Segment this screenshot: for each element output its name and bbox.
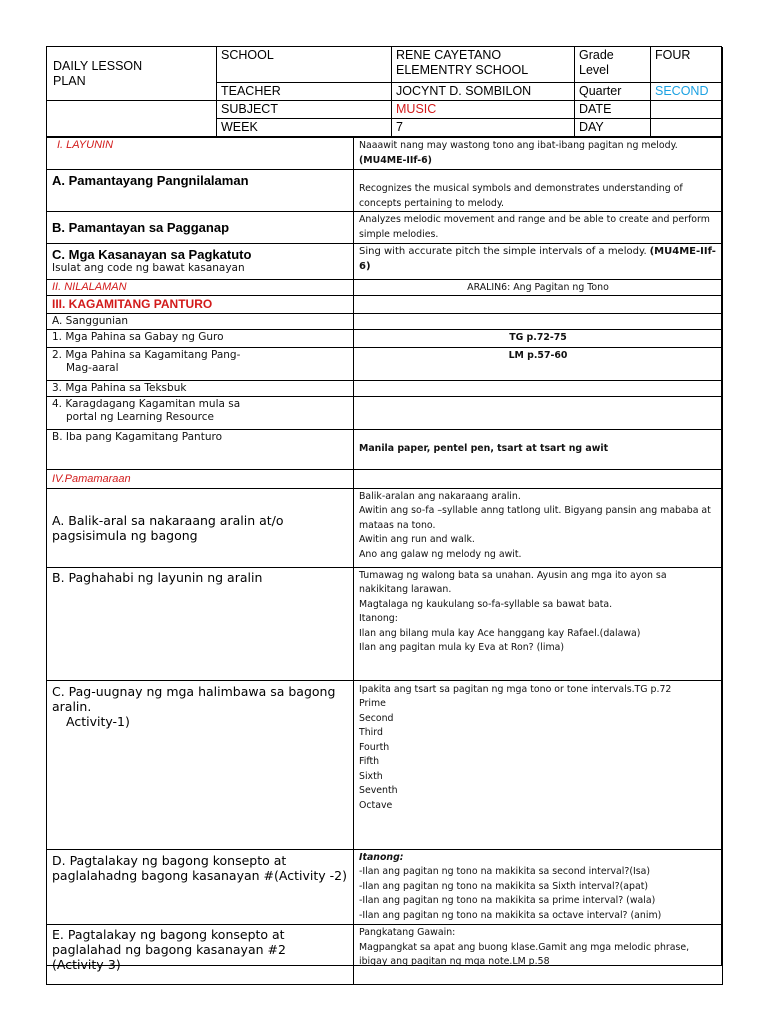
row-pagtalakay-2: [47, 925, 723, 985]
paghahabi-label: B. Paghahabi ng layunin ng aralin: [47, 567, 354, 680]
pagtalakay-1-label: D. Pagtalakay ng bagong konsepto at paglalahadng bagong kasanayan #(Activity -2): [47, 849, 354, 925]
pamantayan-pagganap-label: B. Pamantayan sa Pagganap: [47, 212, 354, 244]
kasanayan-text: Sing with accurate pitch the simple intervals of a melody.: [359, 246, 647, 257]
iba-label: B. Iba pang Kagamitang Panturo: [47, 429, 354, 469]
pamantayan-pagganap-text: Analyzes melodic movement and range and be able to create and perform simple melodies.: [354, 212, 723, 244]
pagtalakay-2-heading: Pangkatang Gawain:: [359, 927, 456, 938]
paghahabi-line: Itanong:: [359, 613, 398, 624]
week-value: 7: [392, 119, 575, 137]
row-pagtalakay-1: [47, 849, 723, 925]
paghahabi-line: Ilan ang pagitan mula ky Eva at Ron? (lima): [359, 642, 564, 653]
balik-aral-line: Ano ang galaw ng melody ng awit.: [359, 548, 522, 560]
teksbuk-label: 3. Mga Pahina sa Teksbuk: [47, 380, 354, 396]
teacher-label: TEACHER: [217, 83, 392, 101]
sanggunian-label: A. Sanggunian: [47, 314, 354, 330]
interval-item: Octave: [359, 799, 393, 811]
kasanayan-label: C. Mga Kasanayan sa Pagkatuto: [52, 247, 252, 262]
row-iba-pang-kagamitan: [47, 429, 723, 469]
row-pamamaraan-heading: [47, 469, 723, 488]
pamantayang-pangnilalaman-text: Recognizes the musical symbols and demonstrates understanding of concepts pertaining to melody.: [359, 183, 683, 209]
school-value: RENE CAYETANO ELEMENTRY SCHOOL: [392, 47, 575, 83]
gabay-label: 1. Mga Pahina sa Gabay ng Guro: [47, 330, 354, 348]
row-gabay: [47, 330, 723, 348]
teacher-value: JOCYNT D. SOMBILON: [392, 83, 575, 101]
pag-uugnay-intro: Ipakita ang tsart sa pagitan ng mga tono or tone intervals.TG p.72: [359, 683, 672, 695]
school-label: SCHOOL: [217, 47, 392, 83]
row-kagamitan-mag-aaral: [47, 347, 723, 380]
subject-value: MUSIC: [392, 101, 575, 119]
interval-item: Second: [359, 712, 394, 724]
karagdagang-label-2: portal ng Learning Resource: [66, 410, 214, 423]
interval-item: Third: [359, 727, 383, 738]
paghahabi-line: Tumawag ng walong bata sa unahan. Ayusin ang mga ito ayon sa nakikitang larawan.: [359, 569, 667, 595]
pagtalakay-1-line: -Ilan ang pagitan ng tono na makikita sa prime interval? (wala): [359, 895, 656, 906]
date-label: DATE: [575, 101, 651, 119]
interval-item: Prime: [359, 698, 386, 709]
pag-uugnay-label-2: Activity-1): [66, 713, 130, 729]
pagtalakay-2-text: Magpangkat sa apat ang buong klase.Gamit ang mga melodic phrase, ibigay ang pagitan ng mga note.LM p.58: [359, 941, 690, 967]
pagtalakay-1-line: -Ilan ang pagitan ng tono na makikita sa octave interval? (anim): [359, 909, 662, 921]
balik-aral-line: Awitin ang so-fa –syllable anng tatlong ulit. Bigyang pansin ang mababa at mataas na tono.: [359, 505, 711, 531]
interval-item: Sixth: [359, 770, 383, 782]
lesson-plan-title: DAILY LESSON PLAN: [47, 47, 217, 101]
balik-aral-line: Balik-aralan ang nakaraang aralin.: [359, 490, 521, 502]
row-nilalaman: [47, 280, 723, 296]
kagamitan-value: LM p.57-60: [354, 347, 723, 380]
kagamitan-label-1: 2. Mga Pahina sa Kagamitang Pang-: [52, 348, 241, 361]
header-table: [46, 46, 723, 137]
layunin-text: Naaawit nang may wastong tono ang ibat-ibang pagitan ng melody.: [359, 140, 678, 151]
row-karagdagang: [47, 396, 723, 429]
row-pag-uugnay: [47, 680, 723, 849]
quarter-value: SECOND: [651, 83, 723, 101]
date-value: [651, 101, 723, 119]
week-label: WEEK: [217, 119, 392, 137]
interval-item: Fifth: [359, 756, 380, 767]
nilalaman-text: ARALIN6: Ang Pagitan ng Tono: [354, 280, 723, 296]
kasanayan-sublabel: Isulat ang code ng bawat kasanayan: [52, 262, 245, 274]
title-spacer: [47, 101, 217, 137]
interval-item: Fourth: [359, 741, 390, 753]
row-balik-aral: [47, 488, 723, 567]
subject-label: SUBJECT: [217, 101, 392, 119]
day-value: [651, 119, 723, 137]
lesson-table: [46, 137, 723, 985]
nilalaman-heading: II. NILALAMAN: [47, 280, 354, 296]
kasanayan-code: (MU4ME-IIf-6): [359, 246, 716, 272]
row-teksbuk: [47, 380, 723, 396]
balik-aral-line: Awitin ang run and walk.: [359, 534, 475, 545]
row-layunin: [47, 138, 723, 170]
gabay-value: TG p.72-75: [354, 330, 723, 348]
row-kagamitang-heading: [47, 296, 723, 314]
pagtalakay-1-line: -Ilan ang pagitan ng tono na makikita sa second interval?(Isa): [359, 866, 651, 877]
kagamitang-heading: III. KAGAMITANG PANTURO: [47, 296, 354, 314]
pamamaraan-heading: IV.Pamamaraan: [47, 469, 354, 488]
iba-value: Manila paper, pentel pen, tsart at tsart ng awit: [354, 429, 723, 469]
layunin-heading: I. LAYUNIN: [47, 138, 354, 170]
row-sanggunian: [47, 314, 723, 330]
pagtalakay-2-label-1: E. Pagtalakay ng bagong konsepto at paglalahad ng bagong kasanayan #2: [52, 927, 286, 957]
pagtalakay-1-heading: Itanong:: [359, 851, 404, 863]
karagdagang-label-1: 4. Karagdagang Kagamitan mula sa: [52, 397, 241, 410]
pagtalakay-2-label-2: (Activity-3): [52, 957, 121, 972]
balik-aral-label: A. Balik-aral sa nakaraang aralin at/o pagsisimula ng bagong: [47, 488, 354, 567]
row-kasanayan: [47, 244, 723, 280]
quarter-label: Quarter: [575, 83, 651, 101]
paghahabi-line: Ilan ang bilang mula kay Ace hanggang kay Rafael.(dalawa): [359, 627, 641, 639]
pamantayang-pangnilalaman-label: A. Pamantayang Pangnilalaman: [47, 170, 354, 212]
row-pamantayang-pangnilalaman: [47, 170, 723, 212]
pag-uugnay-label-1: C. Pag-uugnay ng mga halimbawa sa bagong aralin.: [52, 683, 336, 714]
kagamitan-label-2: Mag-aaral: [66, 361, 119, 374]
grade-level-label: Grade Level: [575, 47, 651, 83]
interval-item: Seventh: [359, 785, 398, 796]
day-label: DAY: [575, 119, 651, 137]
pagtalakay-1-line: -Ilan ang pagitan ng tono na makikita sa Sixth interval?(apat): [359, 880, 649, 892]
grade-level-value: FOUR: [651, 47, 723, 83]
row-paghahabi: [47, 567, 723, 680]
paghahabi-line: Magtalaga ng kaukulang so-fa-syllable sa bawat bata.: [359, 598, 613, 610]
row-pamantayan-pagganap: [47, 212, 723, 244]
layunin-code: (MU4ME-IIf-6): [359, 154, 432, 166]
